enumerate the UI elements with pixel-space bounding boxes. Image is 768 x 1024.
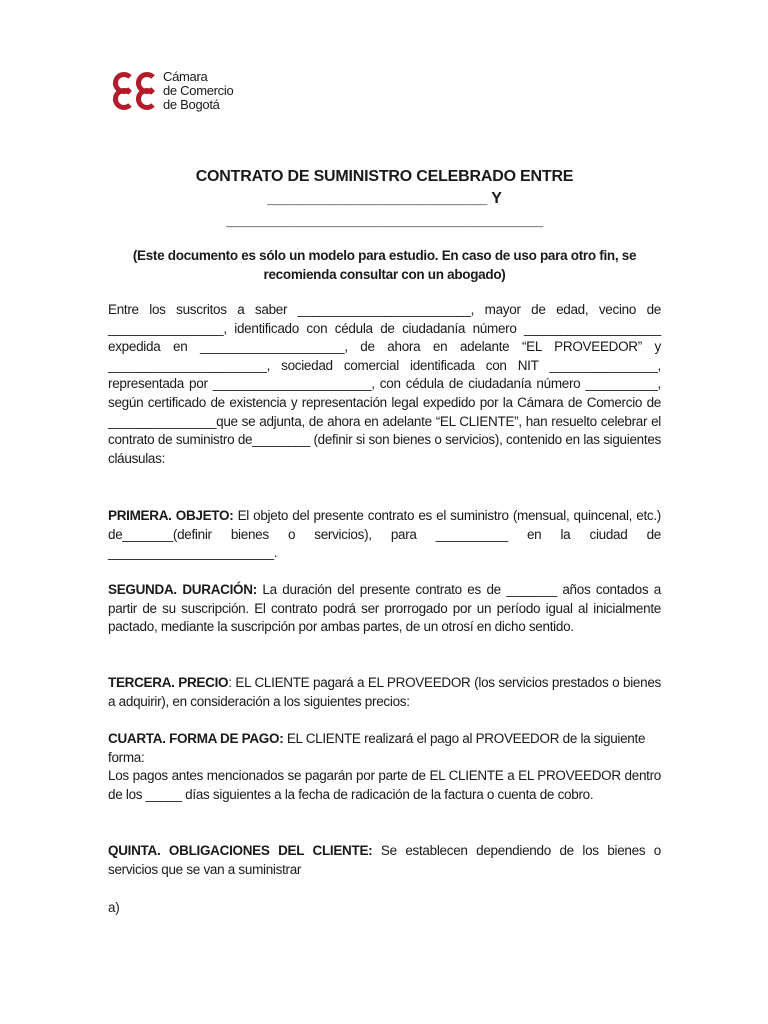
intro-paragraph: Entre los suscritos a saber ________________________, mayor de edad, vecino de ________________, identificado con cédula de ciudadanía número ___________________ expedida en ____________________, de ahora en adelante “EL PROVEEDOR” y ______________________, sociedad comercial identificada con NIT _______________, representada por ______________________, con cédula de ciudadanía número __________, según certificado de existencia y representación legal expedido por la Cámara de Comercio de _______________que se adjunta, de ahora en adelante “EL CLIENTE”, han resuelto celebrar el contrato de suministro de________ (definir si son bienes o servicios), contenido en las siguientes cláusulas: xyxy=(108,302,661,466)
document-title-parties: _________________________ Y ____________________________________ xyxy=(226,190,543,229)
clause-text: : EL CLIENTE pagará a EL PROVEEDOR (los servicios prestados o bienes a adquirir), en consideración a los siguientes precios: xyxy=(108,675,662,709)
list-item-a: a) xyxy=(108,900,120,915)
disclaimer: (Este documento es sólo un modelo para estudio. En caso de uso para otro fin, se recomienda consultar con un abogado) xyxy=(132,248,637,282)
clause-tercera xyxy=(108,674,661,711)
logo xyxy=(108,70,233,112)
logo-line-1: Cámara xyxy=(163,69,208,84)
clause-text: Se establecen dependiendo de los bienes o servicios que se van a suministrar xyxy=(108,843,661,877)
clause-label: SEGUNDA. DURACIÓN: xyxy=(108,582,257,597)
clause-segunda xyxy=(108,581,661,637)
document-title: CONTRATO DE SUMINISTRO CELEBRADO ENTRE xyxy=(195,168,574,185)
clause-primera xyxy=(108,507,661,563)
logo-line-3: de Bogotá xyxy=(163,97,220,112)
clause-cuarta xyxy=(108,730,661,767)
clause-cuarta-detail: Los pagos antes mencionados se pagarán por parte de EL CLIENTE a EL PROVEEDOR dentro de los _____ días siguientes a la fecha de radicación de la factura o cuenta de cobro. xyxy=(108,768,661,802)
clause-label: PRIMERA. OBJETO: xyxy=(108,508,234,523)
clause-quinta xyxy=(108,842,661,879)
clause-label: TERCERA. PRECIO xyxy=(108,675,229,690)
clause-label: QUINTA. OBLIGACIONES DEL CLIENTE: xyxy=(108,843,373,858)
clause-label: CUARTA. FORMA DE PAGO: xyxy=(108,731,284,746)
clause-text: La duración del presente contrato es de _______ años contados a partir de su suscripción. El contrato podrá ser prorrogado por un período igual al inicialmente pactado, mediante la suscripción por ambas partes, de un otrosí en dicho sentido. xyxy=(108,582,661,635)
logo-text xyxy=(163,70,233,112)
ccb-logo-icon xyxy=(108,71,158,111)
clause-text: EL CLIENTE realizará el pago al PROVEEDOR de la siguiente forma: xyxy=(108,731,646,765)
logo-line-2: de Comercio xyxy=(163,83,234,98)
clause-text: El objeto del presente contrato es el suministro (mensual, quincenal, etc.) de_______(definir bienes o servicios), para __________ en la ciudad de _______________________. xyxy=(108,508,662,561)
